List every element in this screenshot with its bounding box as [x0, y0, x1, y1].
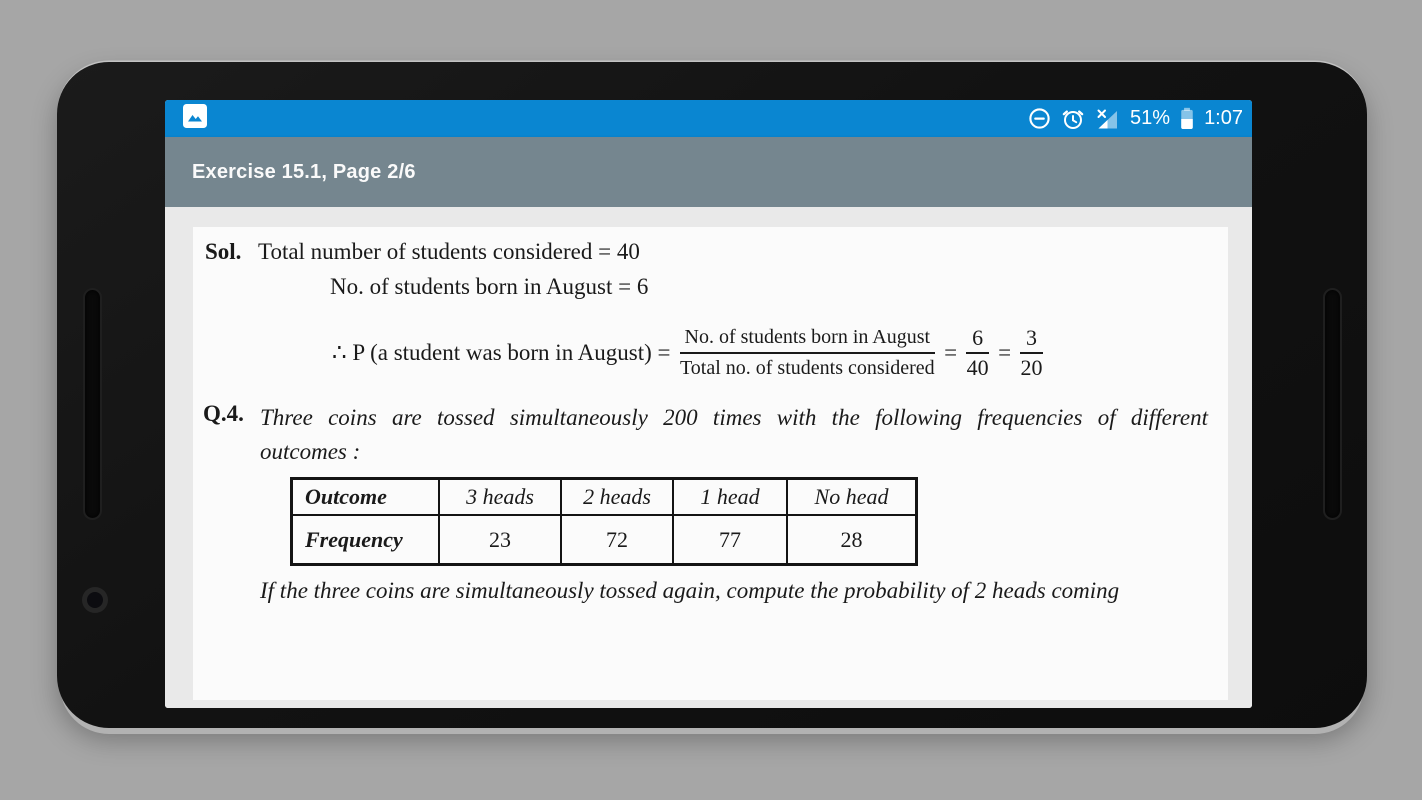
table-cell: 72: [562, 516, 674, 563]
table-cell: 28: [840, 526, 863, 552]
question-4-text: [260, 401, 1208, 469]
table-header-cell: 2 heads: [562, 480, 674, 516]
fraction-denominator: 40: [966, 354, 989, 380]
cell-signal-x-icon: [1095, 107, 1120, 131]
notification-area: [165, 104, 207, 133]
fraction-numerator: 3: [1020, 325, 1043, 353]
fraction-denominator: Total no. of students considered: [679, 357, 935, 379]
solution-line-2-text: No. of students born in August = 6: [330, 274, 649, 299]
left-speaker-grille: [83, 288, 102, 520]
question-4-line-2: outcomes :: [260, 439, 361, 464]
fraction-words: [680, 324, 936, 381]
table-cell: 77: [674, 516, 788, 563]
fraction-numerator: 6: [966, 325, 989, 353]
battery-icon: [1180, 107, 1194, 130]
table-cell: 23: [440, 516, 562, 563]
clock-label: 1:07: [1204, 107, 1243, 129]
phone-frame: [57, 62, 1367, 728]
table-header-cell: 3 heads: [440, 480, 562, 516]
fraction-6-40: [966, 325, 989, 380]
do-not-disturb-icon: [1028, 107, 1051, 130]
question-4-label: Q.4.: [203, 401, 244, 426]
question-4-footer: If the three coins are simultaneously tossed again, compute the probability of 2 heads coming: [260, 578, 1120, 603]
solution-line-2: [330, 274, 648, 300]
equals-sign-2: =: [998, 339, 1012, 365]
fraction-3-20: [1020, 325, 1043, 380]
page-title: Exercise 15.1, Page 2/6: [192, 160, 416, 183]
fraction-denominator: 20: [1020, 354, 1043, 380]
status-icons: [1028, 107, 1252, 131]
equation-lhs: ∴ P (a student was born in August) =: [332, 339, 671, 365]
status-bar: [165, 100, 1252, 137]
battery-percent-label: 51%: [1130, 107, 1171, 129]
textbook-page: [193, 227, 1228, 700]
right-speaker-grille: [1323, 288, 1342, 520]
solution-line-1: [205, 239, 640, 265]
table-header-cell: No head: [788, 480, 915, 516]
probability-equation: [332, 324, 1043, 381]
solution-label: Sol.: [205, 239, 242, 264]
question-4: [203, 401, 1208, 469]
fraction-numerator: No. of students born in August: [680, 324, 936, 354]
solution-line-1-text: Total number of students considered = 40: [258, 239, 640, 264]
content-viewport[interactable]: [165, 207, 1252, 708]
question-4-line-1: Three coins are tossed simultaneously 200 times with the following frequencies of different: [260, 405, 1208, 430]
photo-icon: [183, 104, 207, 133]
front-camera: [82, 587, 108, 613]
table-header-cell: 1 head: [674, 480, 788, 516]
table-header-cell: Outcome: [293, 480, 440, 516]
screen: [165, 100, 1252, 708]
equals-sign-1: =: [944, 339, 958, 365]
alarm-clock-icon: [1061, 107, 1085, 131]
app-bar: [165, 137, 1252, 207]
table-cell: Frequency: [293, 516, 440, 563]
frequency-table: [290, 477, 918, 566]
